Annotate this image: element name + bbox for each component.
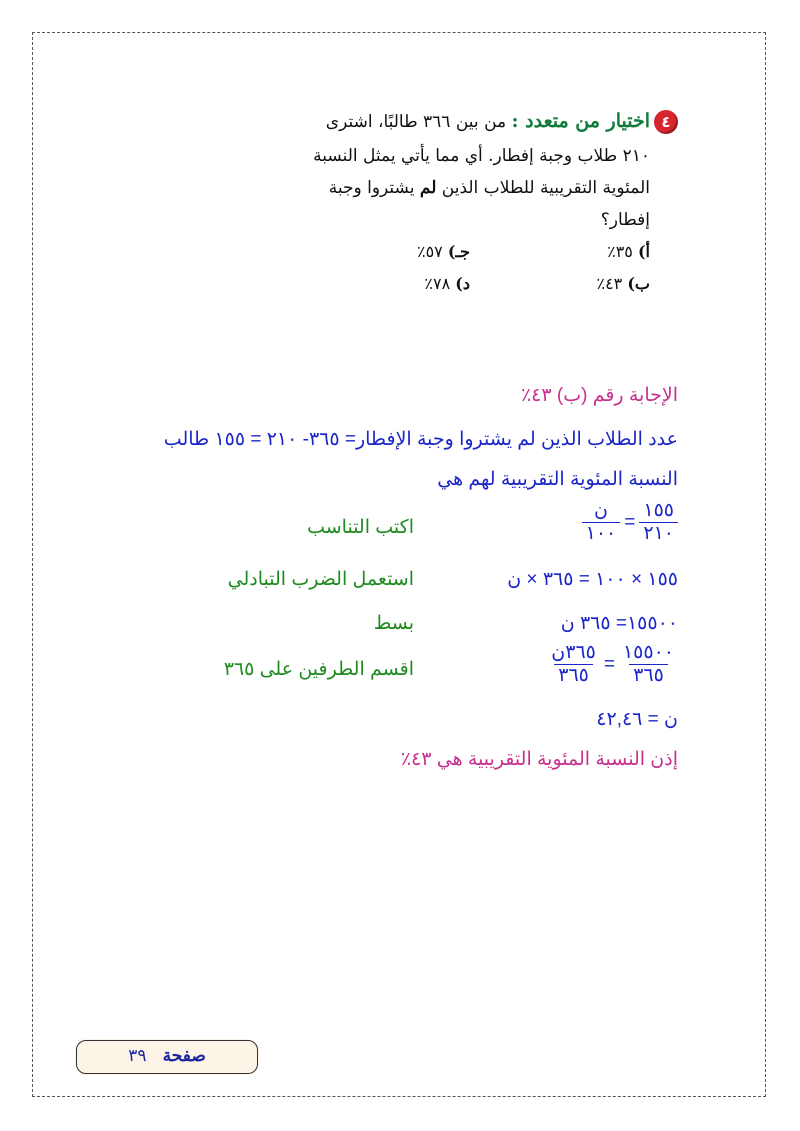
option-b-letter: ب) <box>627 274 650 293</box>
question-line-3-post: يشتروا وجبة <box>328 178 415 198</box>
option-c-value: ٥٧٪ <box>416 242 443 261</box>
option-a-value: ٣٥٪ <box>607 242 633 261</box>
step5-expression: ن = ٤٢,٤٦ <box>596 709 678 730</box>
option-d <box>424 274 470 293</box>
step1-right-num: ن <box>593 500 608 521</box>
option-c <box>417 242 470 261</box>
option-a-letter: أ) <box>637 242 650 261</box>
step3-expression: ١٥٥٠٠= ٣٦٥ ن <box>560 613 678 634</box>
page-value: ٣٩ <box>128 1046 147 1066</box>
step1-right-fraction <box>582 500 621 545</box>
option-c-letter: جـ) <box>447 242 470 261</box>
option-d-value: ٧٨٪ <box>424 274 451 293</box>
option-a <box>607 242 650 261</box>
question-number-badge: ٤ <box>654 110 678 134</box>
step2-note: استعمل الضرب التبادلي <box>227 569 414 590</box>
step1-left-fraction <box>639 500 678 545</box>
step4-left-fraction <box>619 642 678 687</box>
solution-answer: الإجابة رقم (ب) ٤٣٪ <box>520 385 678 406</box>
step4-left-den: ٣٦٥ <box>629 664 668 687</box>
step4-equals: = <box>603 653 615 675</box>
solution-percent-line: النسبة المئوية التقريبية لهم هي <box>437 469 678 490</box>
step1-left-num: ١٥٥ <box>643 500 674 521</box>
option-b <box>596 274 650 293</box>
question-line-4: إفطار؟ <box>600 210 650 230</box>
step1-proportion <box>582 500 678 545</box>
solution-count-line: عدد الطلاب الذين لم يشتروا وجبة الإفطار= ٣٦٥- ٢١٠ = ١٥٥ طالب <box>163 429 678 450</box>
page-label: صفحة <box>162 1046 206 1066</box>
option-d-letter: د) <box>455 274 470 293</box>
question-line-1 <box>326 110 650 132</box>
option-b-value: ٤٣٪ <box>596 274 623 293</box>
step4-note: اقسم الطرفين على ٣٦٥ <box>223 659 414 680</box>
step4-right-fraction <box>547 642 600 687</box>
step4-left-num: ١٥٥٠٠ <box>622 642 674 663</box>
question-line-1-text: من بين ٣٦٦ طالبًا، اشترى <box>325 112 507 132</box>
question-line-3-pre: المئوية التقريبية للطلاب الذين <box>441 178 650 198</box>
page-number <box>76 1046 258 1066</box>
question-line-3 <box>329 178 650 198</box>
step1-right-den: ١٠٠ <box>582 522 621 545</box>
step4-division <box>547 642 678 687</box>
question-line-2: ٢١٠ طلاب وجبة إفطار. أي مما يأتي يمثل النسبة <box>313 146 650 166</box>
step4-right-den: ٣٦٥ <box>554 664 593 687</box>
step1-note: اكتب التناسب <box>307 517 414 538</box>
question-title: اختيار من متعدد : <box>511 110 650 132</box>
step1-left-den: ٢١٠ <box>639 522 678 545</box>
solution-conclusion: إذن النسبة المئوية التقريبية هي ٤٣٪ <box>400 749 678 770</box>
step4-right-num: ٣٦٥ن <box>551 642 596 663</box>
question-line-3-bold: لم <box>419 178 437 198</box>
step2-expression: ١٥٥ × ١٠٠ = ٣٦٥ × ن <box>507 569 678 590</box>
step3-note: بسط <box>373 613 414 634</box>
step1-equals: = <box>624 511 636 533</box>
